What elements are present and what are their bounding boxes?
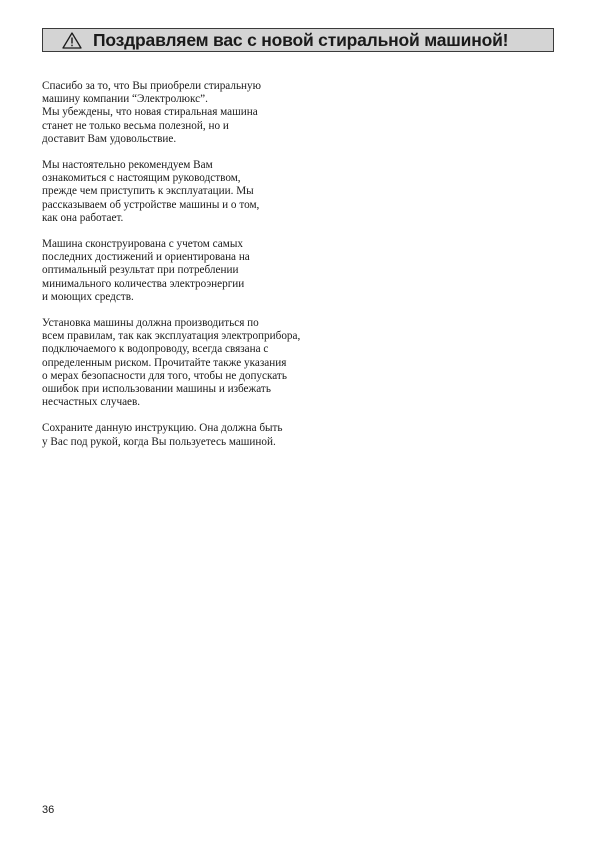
text-line: определенным риском. Прочитайте также указания xyxy=(42,356,287,369)
text-line: о мерах безопасности для того, чтобы не допускать xyxy=(42,369,287,382)
paragraph xyxy=(42,238,362,304)
text-line: доставит Вам удовольствие. xyxy=(42,132,177,145)
text-line: минимального количества электроэнергии xyxy=(42,277,245,290)
text-line: ознакомиться с настоящим руководством, xyxy=(42,172,241,185)
text-line: Машина сконструирована с учетом самых xyxy=(42,238,243,251)
text-line: Мы настоятельно рекомендуем Вам xyxy=(42,159,213,172)
text-line: Спасибо за то, что Вы приобрели стиральную xyxy=(42,80,261,92)
paragraph xyxy=(42,159,362,225)
text-line: и моющих средств. xyxy=(42,290,134,303)
text-line: Установка машины должна производиться по xyxy=(42,317,259,330)
text-line: машину компании “Электролюкс”. xyxy=(42,93,208,106)
text-line: станет не только весьма полезной, но и xyxy=(42,119,229,132)
text-line: как она работает. xyxy=(42,211,124,224)
text-line: несчастных случаев. xyxy=(42,396,141,409)
text-line: подключаемого к водопроводу, всегда связана с xyxy=(42,343,269,356)
title-bar xyxy=(42,28,554,52)
page-title: Поздравляем вас с новой стиральной машиной! xyxy=(93,30,509,50)
text-line: Сохраните данную инструкцию. Она должна быть xyxy=(42,422,283,435)
text-line: последних достижений и ориентирована на xyxy=(42,251,250,264)
text-line: всем правилам, так как эксплуатация электроприбора, xyxy=(42,330,301,343)
text-line: ошибок при использовании машины и избежать xyxy=(42,383,271,396)
text-line: оптимальный результат при потреблении xyxy=(42,264,239,277)
page-number: 36 xyxy=(42,804,55,816)
text-line: рассказываем об устройстве машины и о том, xyxy=(42,198,260,211)
paragraph xyxy=(42,317,362,409)
paragraph xyxy=(42,422,362,448)
body-text xyxy=(42,80,362,462)
text-line: прежде чем приступить к эксплуатации. Мы xyxy=(42,185,254,198)
text-line: у Вас под рукой, когда Вы пользуетесь машиной. xyxy=(42,435,276,448)
warning-triangle-icon xyxy=(62,32,82,49)
text-line: Мы убеждены, что новая стиральная машина xyxy=(42,106,258,119)
paragraph xyxy=(42,80,362,146)
